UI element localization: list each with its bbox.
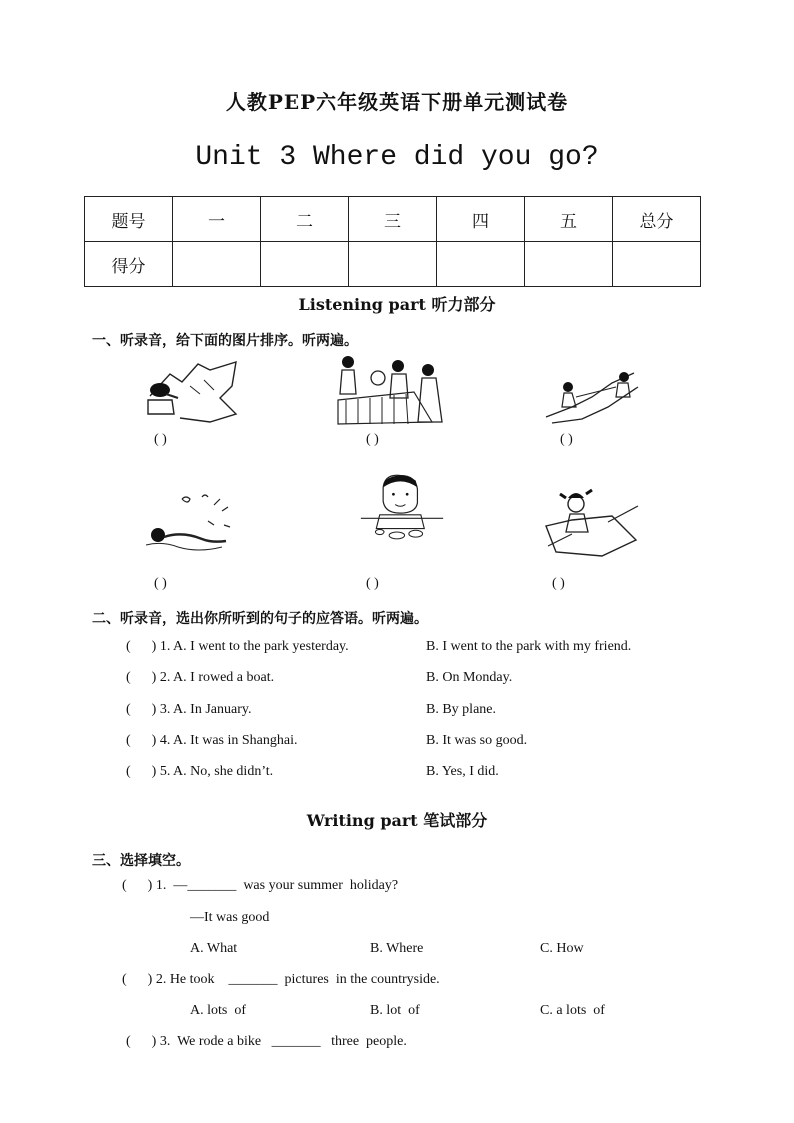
score-cell-label: 题号	[85, 197, 173, 242]
question-3-1-response: —It was good	[190, 910, 270, 925]
score-input-4[interactable]	[437, 242, 525, 287]
section3-title: 三、选择填空。	[92, 853, 190, 869]
score-input-5[interactable]	[525, 242, 613, 287]
question-3-1-option-a: A. What	[190, 941, 238, 956]
girl-rowing-boat-picture	[542, 486, 642, 558]
question-3-2-option-c: C. a lots of	[540, 1003, 605, 1018]
score-table-header-row	[85, 197, 701, 242]
picture-answer-3[interactable]: ( )	[560, 432, 573, 447]
picture-answer-5[interactable]: ( )	[366, 576, 379, 591]
boy-eating-picture	[352, 472, 452, 544]
score-input-1[interactable]	[173, 242, 261, 287]
score-input-2[interactable]	[261, 242, 349, 287]
section2-title: 二、听录音，选出你所听到的句子的应答语。听两遍。	[92, 611, 428, 627]
score-table	[84, 196, 701, 287]
question-2-1-option-b: B. I went to the park with my friend.	[426, 639, 632, 654]
boy-looking-at-mountains-picture	[140, 356, 240, 428]
score-input-3[interactable]	[349, 242, 437, 287]
question-3-1[interactable]: ( ) 1. —_______ was your summer holiday?	[122, 878, 399, 893]
question-3-2[interactable]: ( ) 2. He took _______ pictures in the countryside.	[122, 972, 440, 987]
score-cell-total: 总分	[613, 197, 701, 242]
question-2-2-option-b: B. On Monday.	[426, 670, 513, 685]
picture-answer-6[interactable]: ( )	[552, 576, 565, 591]
question-2-3-option-a[interactable]: ( ) 3. A. In January.	[126, 702, 252, 717]
question-2-2-option-a[interactable]: ( ) 2. A. I rowed a boat.	[126, 670, 275, 685]
score-cell-1: 一	[173, 197, 261, 242]
question-3-2-option-a: A. lots of	[190, 1003, 246, 1018]
score-cell-3: 三	[349, 197, 437, 242]
question-2-5-option-b: B. Yes, I did.	[426, 764, 499, 779]
picture-answer-4[interactable]: ( )	[154, 576, 167, 591]
score-cell-4: 四	[437, 197, 525, 242]
section1-title: 一、听录音，给下面的图片排序。听两遍。	[92, 333, 358, 349]
question-2-4-option-a[interactable]: ( ) 4. A. It was in Shanghai.	[126, 733, 298, 748]
page-title-chinese: 人教PEP六年级英语下册单元测试卷	[225, 90, 569, 114]
question-3-1-option-b: B. Where	[370, 941, 424, 956]
hiking-up-mountain-picture	[542, 362, 642, 434]
question-3-3[interactable]: ( ) 3. We rode a bike _______ three people.	[126, 1034, 407, 1049]
question-3-1-option-c: C. How	[540, 941, 584, 956]
question-2-3-option-b: B. By plane.	[426, 702, 496, 717]
swimming-picture	[142, 488, 242, 560]
writing-heading: Writing part 笔试部分	[306, 811, 488, 830]
picture-answer-1[interactable]: ( )	[154, 432, 167, 447]
score-table-score-row	[85, 242, 701, 287]
score-cell-2: 二	[261, 197, 349, 242]
page-title-english: Unit 3 Where did you go?	[195, 142, 599, 173]
people-taking-photos-picture	[336, 352, 448, 426]
score-input-total[interactable]	[613, 242, 701, 287]
score-cell-5: 五	[525, 197, 613, 242]
question-2-5-option-a[interactable]: ( ) 5. A. No, she didn’t.	[126, 764, 274, 779]
question-2-4-option-b: B. It was so good.	[426, 733, 528, 748]
question-2-1-option-a[interactable]: ( ) 1. A. I went to the park yesterday.	[126, 639, 349, 654]
listening-heading: Listening part 听力部分	[298, 295, 496, 314]
score-row-label: 得分	[85, 242, 173, 287]
question-3-2-option-b: B. lot of	[370, 1003, 420, 1018]
picture-answer-2[interactable]: ( )	[366, 432, 379, 447]
